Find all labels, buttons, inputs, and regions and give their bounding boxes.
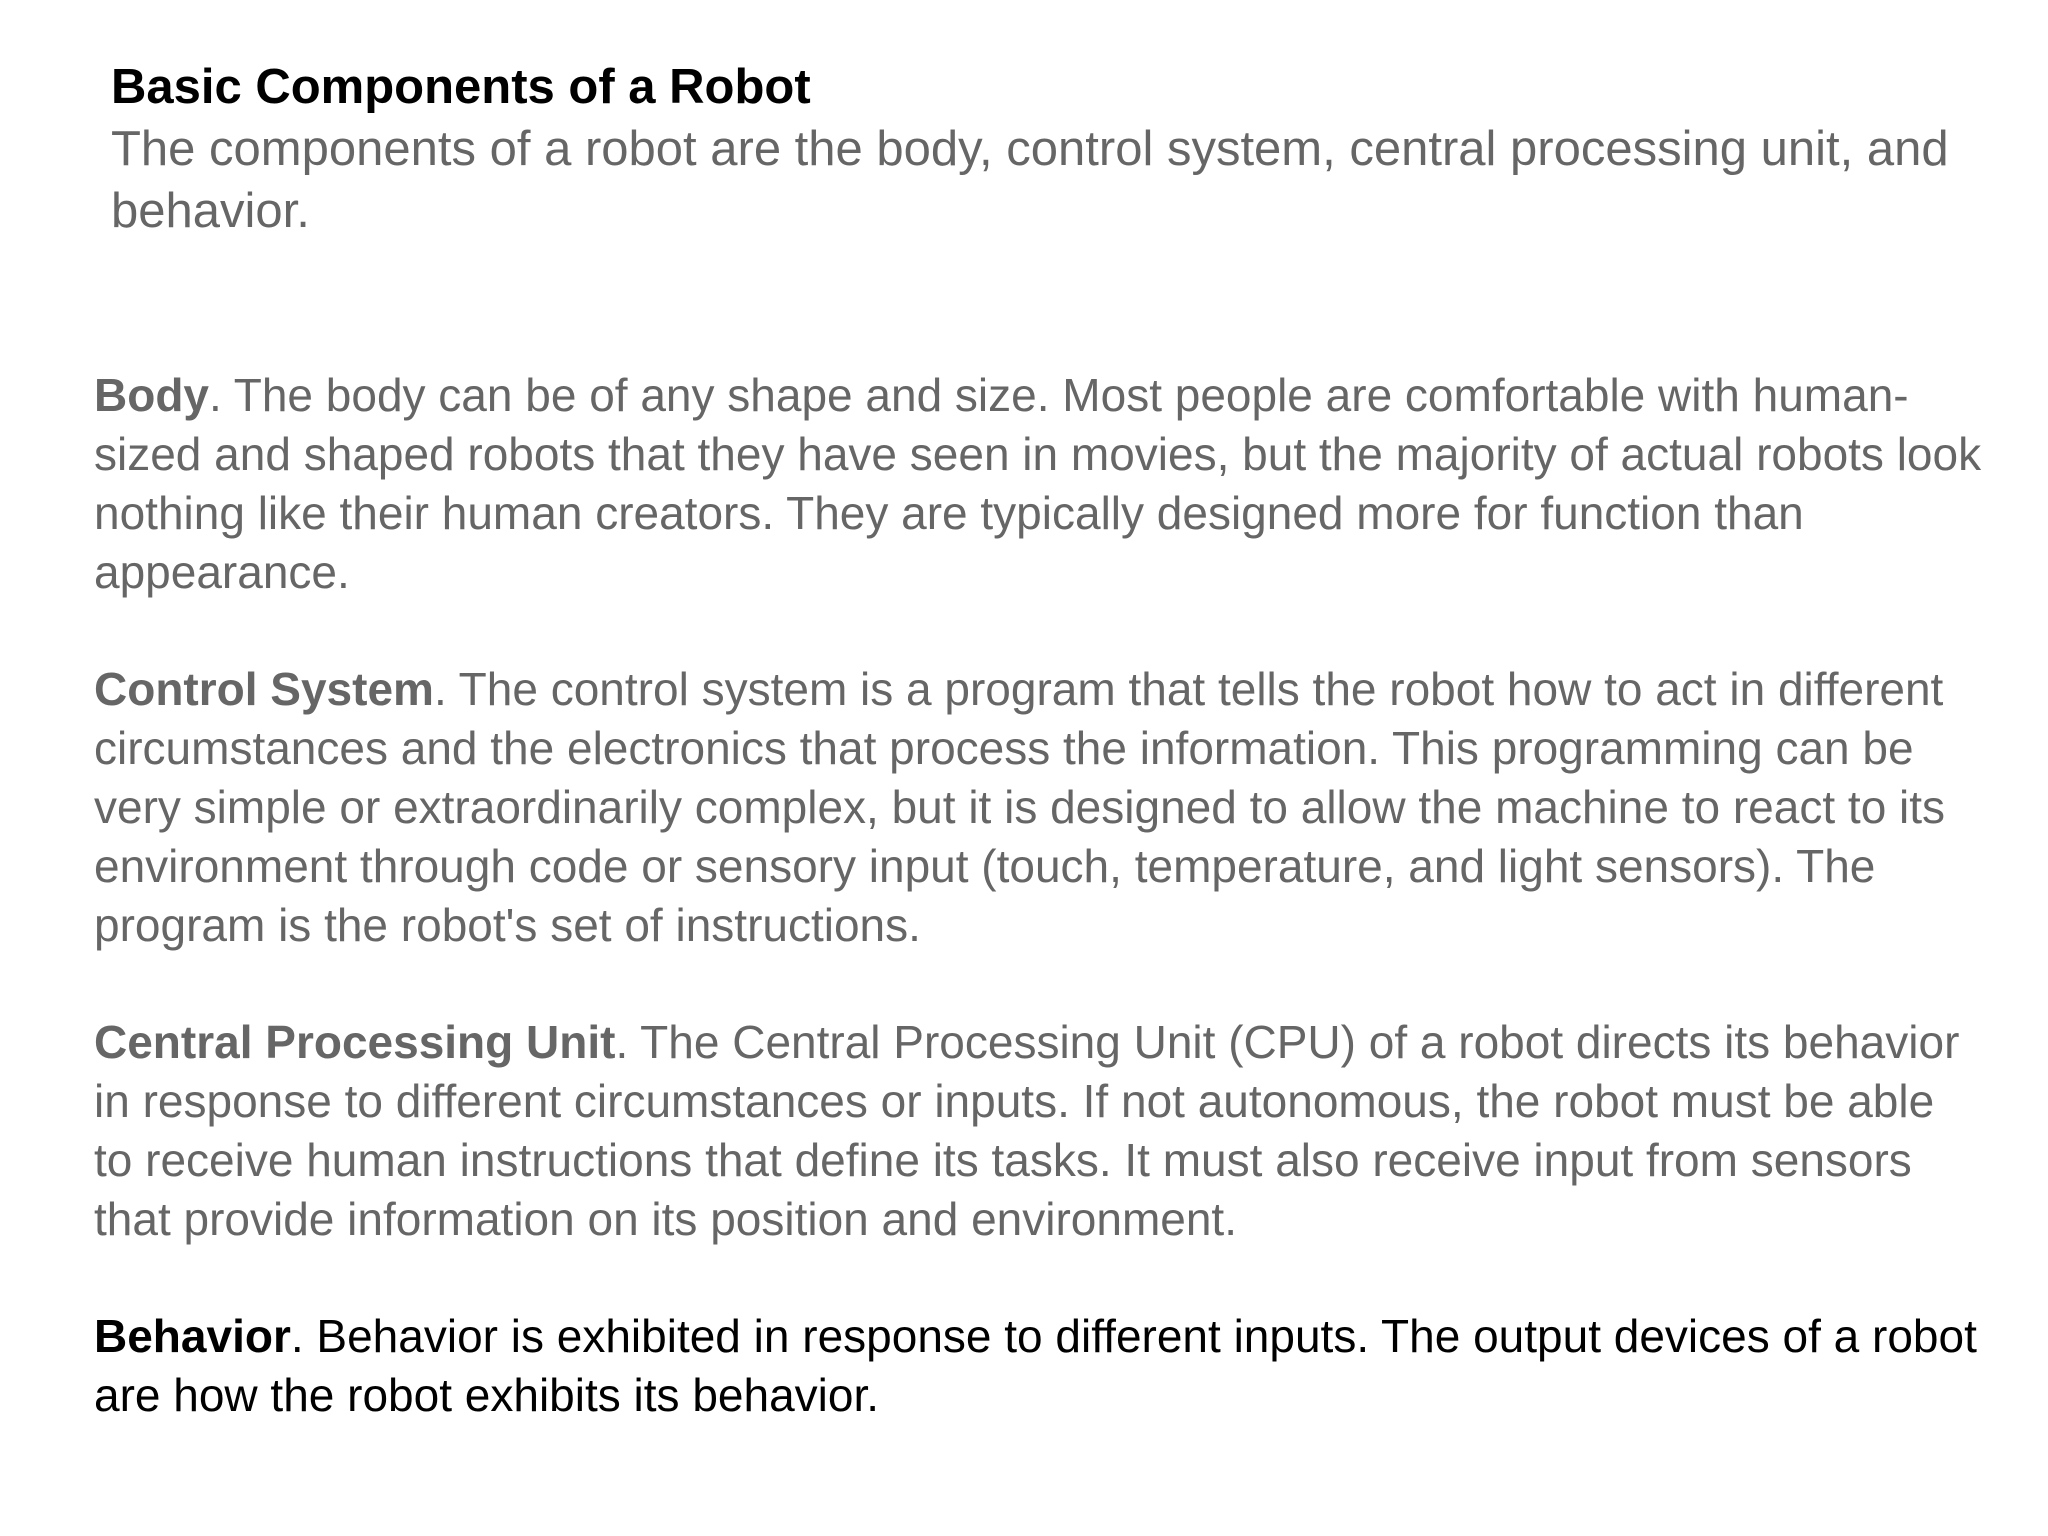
section-body-text: . The body can be of any shape and size. Most people are comfortable with human-sized and shaped robots that they have seen in movies, but the majority of actual robots look nothing like their human creators. They are typically designed more for function than appearance. bbox=[94, 369, 1982, 598]
page-subtitle: The components of a robot are the body, control system, central processing unit, and behavior. bbox=[111, 122, 1949, 238]
section-cpu bbox=[94, 1013, 1984, 1249]
content bbox=[94, 366, 1984, 1425]
header bbox=[111, 56, 1991, 242]
section-control-system bbox=[94, 660, 1984, 955]
section-control-system-term: Control System bbox=[94, 663, 434, 715]
section-body-term: Body bbox=[94, 369, 209, 421]
section-behavior bbox=[94, 1307, 1984, 1425]
section-behavior-term: Behavior bbox=[94, 1310, 291, 1362]
section-body bbox=[94, 366, 1984, 602]
section-behavior-text: . Behavior is exhibited in response to different inputs. The output devices of a robot are how the robot exhibits its behavior. bbox=[94, 1310, 1977, 1421]
section-control-system-text: . The control system is a program that tells the robot how to act in different circumstances and the electronics that process the information. This programming can be very simple or extraordinarily complex, but it is designed to allow the machine to react to its environment through code or sensory input (touch, temperature, and light sensors). The program is the robot's set of instructions. bbox=[94, 663, 1946, 951]
section-cpu-term: Central Processing Unit bbox=[94, 1016, 616, 1068]
section-cpu-text: . The Central Processing Unit (CPU) of a robot directs its behavior in response to different circumstances or inputs. If not autonomous, the robot must be able to receive human instructions that define its tasks. It must also receive input from sensors that provide information on its position and environment. bbox=[94, 1016, 1960, 1245]
page-title: Basic Components of a Robot bbox=[111, 60, 811, 114]
